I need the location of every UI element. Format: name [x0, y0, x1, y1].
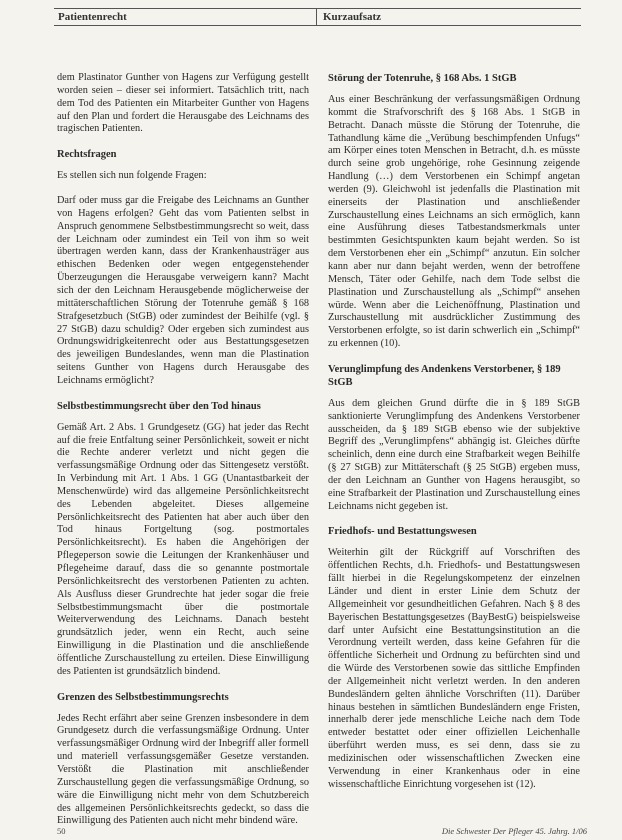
- heading-verunglimpfung: Verunglimpfung des Andenkens Verstorbener, § 189 StGB: [328, 363, 561, 388]
- paragraph-grenzen: Jedes Recht erfährt aber seine Grenzen insbesondere in dem Grundgesetz durch die verfassungsmäßige Ordnung. Unter verfassungsmäßiger Ordnung wird der Inbegriff aller formell und materiell verfassungsgemäßer Gesetze verstanden. Verstößt die Plastination mit anschließender Zurschaustellung gegen die verfassungsmäßige Ordnung, so wäre die Einwilligung nicht mehr von dem Schutzbereich des allgemeinen Persönlichkeitsrechts gedeckt, so dass die Einwilligung des Patienten auch nicht mehr bindend wäre.: [57, 712, 309, 827]
- running-header: [54, 8, 581, 26]
- paragraph-grundgesetz: Gemäß Art. 2 Abs. 1 Grundgesetz (GG) hat jeder das Recht auf die freie Entfaltung seiner Persönlichkeit, soweit er nicht die Rechte anderer verletzt und nicht gegen die verfassungsmäßige Ordnung oder das Sittengesetz verstößt. In Verbindung mit Art. 1 Abs. 1 GG (Unantastbarkeit der Menschenwürde) wird das allgemeine Persönlichkeitsrecht des Lebenden abgeleitet. Dieses allgemeine Persönlichkeitsrecht des Patienten hat aber auch über den Tod hinaus Fortgeltung (sog. postmortales Persönlichkeitsrecht). Es haben die Angehörigen der Pflegeperson sowie die Leitungen der Krankenhäuser und Pflegeheime darauf, dass die so genannte postmortale Persönlichkeitsrecht des verstorbenen Patienten zu achten. Als Ausfluss dieser Grundrechte hat jeder sogar die freie Selbstbestimmungsmacht über die postmortale Weiterverwendung des Leichnams. Danach besteht grundsätzlich jeder, wenn ein Recht, auch seine Einwilligung in die Plastination und die anschließende öffentliche Zurschaustellung zu erteilen. Diese Einwilligung des Patienten ist grundsätzlich bindend.: [57, 421, 309, 677]
- heading-friedhofswesen: Friedhofs- und Bestattungswesen: [328, 526, 477, 538]
- paragraph-fragen: Es stellen sich nun folgende Fragen:: [57, 170, 207, 182]
- journal-source: Die Schwester Der Pfleger 45. Jahrg. 1/06: [441, 826, 587, 836]
- paragraph-verunglimpfung: Aus dem gleichen Grund dürfte die in § 189 StGB sanktionierte Verunglimpfung des Andenkens Verstorbener ausscheiden, da § 189 StGB ebenso wie der subjektive Begriff des „Verunglimpfens“ abhängig ist. Gleiches dürfte scheinlich, denn eine durch eine Strafbarkeit wegen Beihilfe (§ 27 StGB) zur Mittäterschaft (§ 25 StGB) ergeben muss, der den Leichnam an Gunther von Hagens herausgibt, so eine Strafbarkeit der Plastination und Zurschaustellung eines Leichnams nicht gegeben ist.: [328, 397, 580, 512]
- header-section-left: Patientenrecht: [54, 9, 317, 25]
- paragraph-friedhofswesen: Weiterhin gilt der Rückgriff auf Vorschriften des öffentlichen Rechts, d.h. Friedhofs- und Bestattungswesen fällt hierbei in die Regelungskompetenz der einzelnen Länder und dient in erster Linie dem Schutz der Allgemeinheit vor gesundheitlichen Gefahren. Nach § 8 des Bayerischen Bestattungsgesetzes (BayBestG) beispielsweise darf unter Aufsicht eine Bestattungsinstitution an die Verordnung verteilt werden, dass keine Gefahren für die öffentliche Sicherheit und Ordnung zu befürchten sind und die Würde des Verstorbenen sowie das sittliche Empfinden der Allgemeinheit nicht verletzt werden. In den anderen Bundesländern gelten ähnliche Vorschriften (11). Darüber hinaus bestehen in sämtlichen Bundesländern enge Fristen, innerhalb derer jede menschliche Leiche nach dem Tode entweder bestattet oder einer offiziellen Leichenhalle überführt werden muss, es sei denn, dass sie zu medizinischen oder wissenschaftlichen Zwecken eine Verwendung in einer Krankenhaus oder in eine wissenschaftliche Einrichtung vorgesehen ist (12).: [328, 547, 580, 790]
- left-column: [57, 72, 309, 840]
- heading-stoerung-totenruhe: Störung der Totenruhe, § 168 Abs. 1 StGB: [328, 73, 517, 84]
- heading-selbstbestimmung: Selbstbestimmungsrecht über den Tod hinaus: [57, 400, 261, 412]
- header-section-right: Kurzaufsatz: [323, 11, 382, 23]
- paragraph-totenruhe: Aus einer Beschränkung der verfassungsmäßigen Ordnung kommt die Strafvorschrift des § 168 Abs. 1 StGB in Betracht. Danach müsste die Störung der Totenruhe, die Tathandlung käme die „Verübung beschimpfenden Unfugs“ am Körper eines toten Menschen in Betracht, d.h. es müsste durch seine grob ungehörige, rohe Gesinnung zeigende Handlung (…) dem Verstorbenen ein Schimpf angetan werden (9). Gleichwohl ist jedenfalls die Plastination mit einerseits der Plastination und anschließender Zurschaustellung eines Leichnams an sich ermöglich, kann eine Ausführung dieses Tatbestandsmerkmals unter bestimmten Gesichtspunkten kaum bejaht werden. So ist dem Verstorbenen eher ein „Schimpf“ anzutun. Ein solcher kann aber nur dann bejaht werden, wenn der betroffene Mensch, Täter oder Gehilfe, nach dem Tode selbst die Plastination und Zurschaustellung als „Schimpf“ ansehen würde. Wenn aber die Leichenöffnung, Plastination und Zurschaustellung mit ausdrücklicher Zustimmung des Verstorbenen erfolgte, so ist darin schwerlich ein „Schimpf“ zu erkennen (10).: [328, 94, 580, 350]
- right-column: [328, 72, 580, 804]
- paragraph-questions: Darf oder muss gar die Freigabe des Leichnams an Gunther von Hagens erfolgen? Geht das vom Patienten selbst in Anspruch genommene Selbstbestimmungsrecht so weit, dass der Leichnam oder zumindest ein Teil von ihm so weit übertragen werden kann, dass der Krankenhausträger aus ethischen Bedenken oder wegen entgegenstehender Überzeugungen die Herausgabe verweigern kann? Macht sich der den Leichnam Herausgebende möglicherweise der mittäterschaftlichen Störung der Totenruhe gemäß § 168 Strafgesetzbuch (StGB) oder zumindest der Beihilfe (vgl. § 27 StGB) dazu schuldig? Oder ergeben sich zumindest aus Ordnungswidrigkeitenrecht oder aus Bestattungsgesetzen des jeweiligen Bundeslandes, wenn man die Plastination seitens Gunther von Hagens durch Herausgabe des Leichnams ermöglicht?: [57, 195, 309, 386]
- heading-rechtsfragen: Rechtsfragen: [57, 149, 117, 161]
- paragraph-intro: dem Plastinator Gunther von Hagens zur Verfügung gestellt worden seien – dieser sei informiert. Tatsächlich tritt, nach dem Tod des Patienten ein Mitarbeiter Gunther von Hagens auf den Plan und fordert die Herausgabe des Leichnams des tragischen Patienten.: [57, 72, 309, 135]
- heading-grenzen: Grenzen des Selbstbestimmungsrechts: [57, 691, 229, 703]
- page-number: 50: [57, 826, 66, 836]
